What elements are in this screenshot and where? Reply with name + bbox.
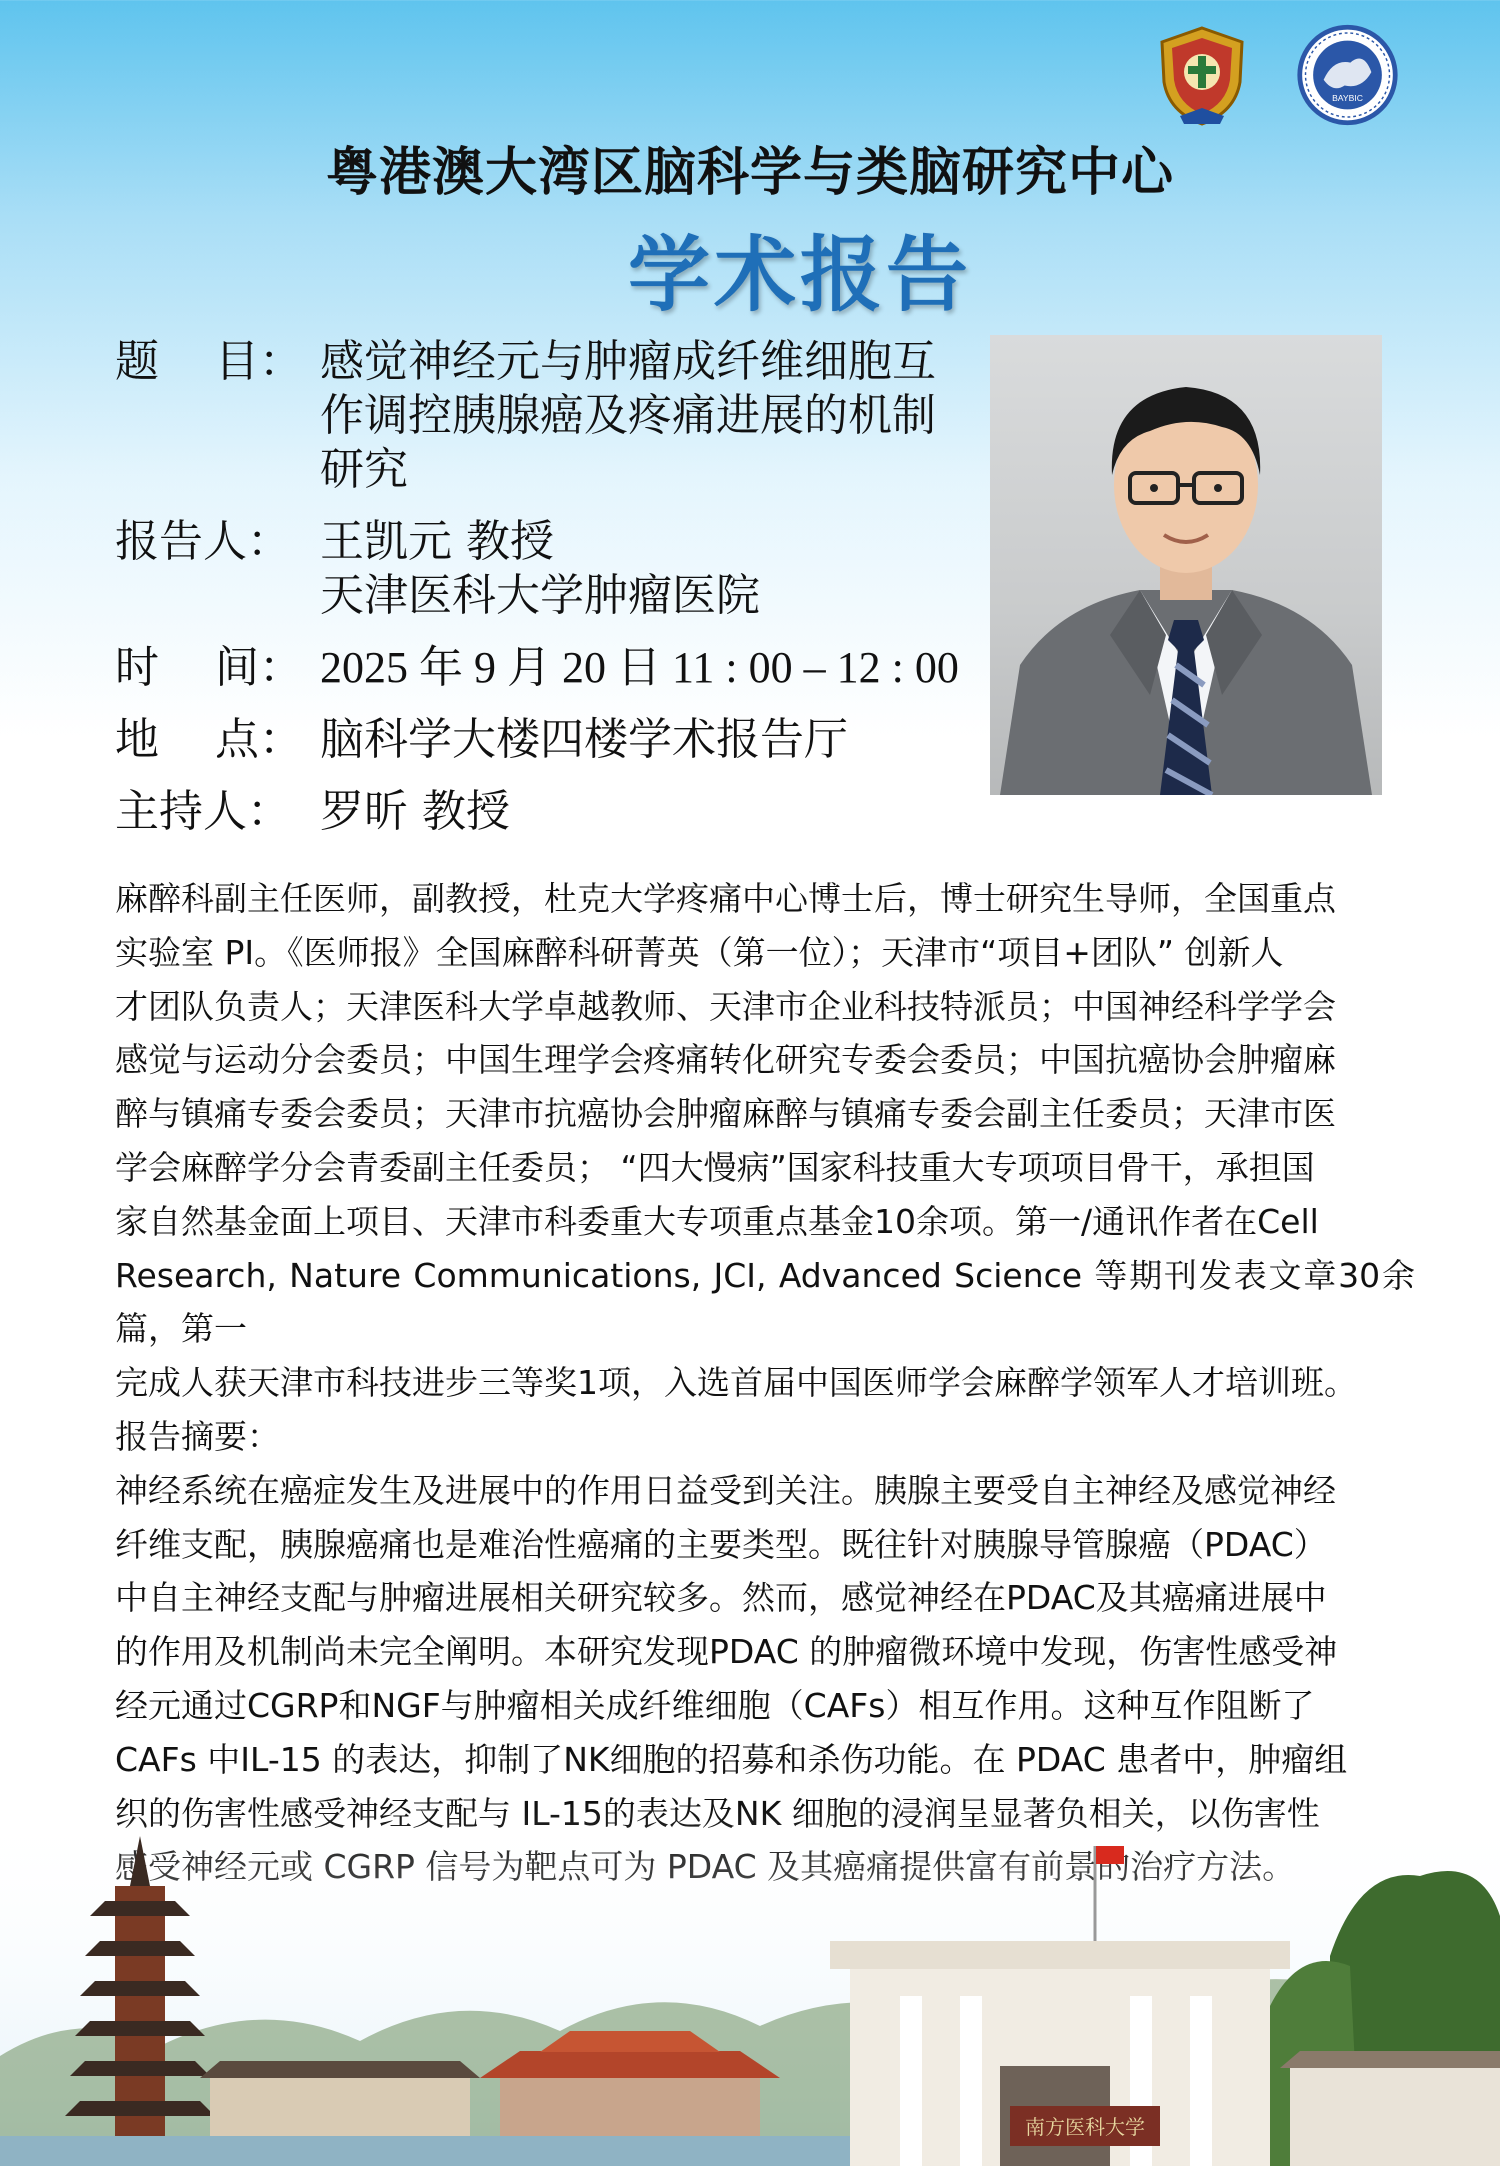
event-info bbox=[115, 335, 985, 857]
bio-line: 才团队负责人；天津医科大学卓越教师、天津市企业科技特派员；中国神经科学学会 bbox=[115, 986, 1336, 1026]
speaker-biography bbox=[115, 872, 1415, 1894]
speaker-row bbox=[115, 515, 985, 623]
host-label: 主持人： bbox=[115, 786, 291, 837]
topic-row bbox=[115, 335, 985, 497]
topic-label: 题 目： bbox=[115, 336, 303, 387]
host-row bbox=[115, 785, 985, 839]
logo-group bbox=[1150, 20, 1400, 130]
host-value: 罗昕 教授 bbox=[320, 786, 510, 837]
time-row bbox=[115, 641, 985, 695]
report-title: 学术报告 bbox=[627, 228, 972, 323]
time-label: 时 间： bbox=[115, 642, 303, 693]
topic-line: 作调控胰腺癌及疼痛进展的机制 bbox=[320, 390, 936, 441]
speaker-label: 报告人： bbox=[115, 516, 291, 567]
bio-line: 感觉与运动分会委员；中国生理学会疼痛转化研究专委会委员；中国抗癌协会肿瘤麻 bbox=[115, 1040, 1336, 1080]
university-emblem-icon bbox=[1150, 20, 1255, 130]
abstract-line: 的作用及机制尚未完全阐明。本研究发现PDAC 的肿瘤微环境中发现，伤害性感受神 bbox=[115, 1632, 1338, 1672]
speaker-photo bbox=[990, 335, 1382, 795]
topic-line: 感觉神经元与肿瘤成纤维细胞互 bbox=[320, 336, 936, 387]
place-label: 地 点： bbox=[115, 714, 303, 765]
bio-line: 醉与镇痛专委会委员；天津市抗癌协会肿瘤麻醉与镇痛专委会副主任委员；天津市医 bbox=[115, 1094, 1336, 1134]
abstract-line: 中自主神经支配与肿瘤进展相关研究较多。然而，感觉神经在PDAC及其癌痛进展中 bbox=[115, 1578, 1327, 1618]
bio-line: Research, Nature Communications, JCI, Advanced Science 等期刊发表文章30余篇，第一 bbox=[115, 1255, 1415, 1349]
place-value: 脑科学大楼四楼学术报告厅 bbox=[320, 714, 848, 765]
center-name-heading: 粤港澳大湾区脑科学与类脑研究中心 bbox=[325, 143, 1174, 203]
bio-line: 麻醉科副主任医师，副教授，杜克大学疼痛中心博士后，博士研究生导师，全国重点 bbox=[115, 879, 1336, 918]
bio-line: 家自然基金面上项目、天津市科委重大专项重点基金10余项。第一/通讯作者在Cell bbox=[115, 1201, 1319, 1241]
portrait-illustration bbox=[990, 335, 1382, 795]
bio-line: 学会麻醉学分会青委副主任委员； “四大慢病”国家科技重大专项项目骨干，承担国 bbox=[115, 1147, 1315, 1187]
abstract-line: 神经系统在癌症发生及进展中的作用日益受到关注。胰腺主要受自主神经及感觉神经 bbox=[115, 1470, 1336, 1510]
campus-scene-illustration bbox=[0, 1806, 1500, 2166]
speaker-org: 天津医科大学肿瘤医院 bbox=[320, 570, 760, 621]
time-value: 2025 年 9 月 20 日 11 : 00 – 12 : 00 bbox=[320, 643, 959, 692]
svg-text:南方医科大学: 南方医科大学 bbox=[1025, 2115, 1145, 2139]
abstract-line: CAFs 中IL-15 的表达，抑制了NK细胞的招募和杀伤功能。在 PDAC 患者中，肿瘤组 bbox=[115, 1739, 1348, 1779]
bay-area-seal-icon bbox=[1295, 20, 1400, 130]
topic-line: 研究 bbox=[320, 444, 408, 495]
abstract-heading: 报告摘要： bbox=[115, 1416, 280, 1456]
bio-line: 完成人获天津市科技进步三等奖1项，入选首届中国医师学会麻醉学领军人才培训班。 bbox=[115, 1363, 1357, 1403]
svg-text:BAYBIC: BAYBIC bbox=[1332, 92, 1363, 103]
speaker-value bbox=[320, 515, 760, 623]
bio-line: 实验室 PI。《医师报》全国麻醉科研菁英（第一位）；天津市“项目+团队” 创新人 bbox=[115, 932, 1284, 972]
abstract-line: 经元通过CGRP和NGF与肿瘤相关成纤维细胞（CAFs）相互作用。这种互作阻断了 bbox=[115, 1685, 1315, 1725]
speaker-name: 王凯元 教授 bbox=[320, 516, 554, 567]
place-row bbox=[115, 713, 985, 767]
topic-value bbox=[320, 335, 936, 497]
abstract-line: 纤维支配，胰腺癌痛也是难治性癌痛的主要类型。既往针对胰腺导管腺癌（PDAC） bbox=[115, 1524, 1327, 1564]
